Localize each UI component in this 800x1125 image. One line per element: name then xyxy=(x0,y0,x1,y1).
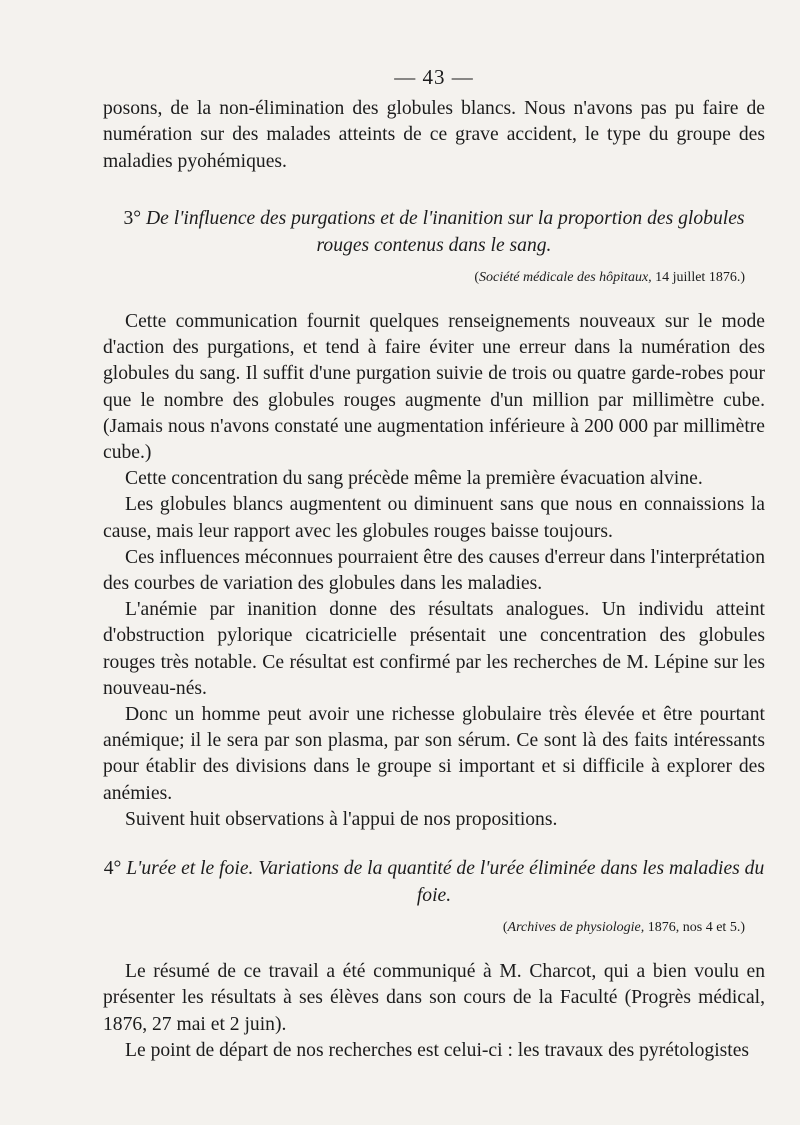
section-4-source-journal: Archives de physiologie, xyxy=(507,920,645,936)
paragraph: Ces influences méconnues pourraient être des causes d'erreur dans l'interprétation des courbes de variation des globules dans les maladies. xyxy=(103,546,765,595)
paragraph: Le point de départ de nos recherches est celui-ci : les travaux des pyrétologistes xyxy=(125,1039,750,1061)
book-page xyxy=(103,64,765,1064)
section-4-heading xyxy=(103,855,765,909)
paragraph: Cette communication fournit quelques renseignements nouveaux sur le mode d'action des purgations, et tend à faire éviter une erreur dans la numération des globules du sang. Il suffit d'une purgation suivie de trois ou quatre garde-robes pour que le nombre des globules rouges augmente d'un million par millimètre cube. (Jamais nous n'avons constaté une augmentation inférieure à 200 000 par millimètre cube.) xyxy=(103,311,765,464)
section-3-number: 3° xyxy=(123,207,142,229)
page-number: — 43 — xyxy=(394,65,474,89)
section-4-number: 4° xyxy=(103,858,122,880)
paragraph: Donc un homme peut avoir une richesse globulaire très élevée et être pourtant anémique; il le sera par son plasma, par son sérum. Ce sont là des faits intéressants pour établir des divisions dans le groupe si important et si difficile à explorer des anémies. xyxy=(103,704,765,804)
paragraph: L'anémie par inanition donne des résultats analogues. Un individu atteint d'obstruction pylorique cicatricielle présentait une concentration des globules rouges très notable. Ce résultat est confirmé par les recherches de M. Lépine sur les nouveau-nés. xyxy=(103,599,765,699)
section-3-source-journal: Société médicale des hôpitaux, xyxy=(479,269,652,285)
section-3-title: De l'influence des purgations et de l'inanition sur la proportion des globules rouges contenus dans le sang. xyxy=(146,207,745,256)
section-3-source-date: 14 juillet 1876. xyxy=(655,269,741,285)
section-4-title: L'urée et le foie. Variations de la quantité de l'urée éliminée dans les maladies du foie. xyxy=(126,858,765,907)
paragraph: Le résumé de ce travail a été communiqué à M. Charcot, qui a bien voulu en présenter les résultats à ses élèves dans son cours de la Faculté (Progrès médical, 1876, 27 mai et 2 juin). xyxy=(103,961,765,1035)
section-3-source: (Société médicale des hôpitaux, 14 juillet 1876.) xyxy=(474,269,745,285)
paragraph: Les globules blancs augmentent ou diminuent sans que nous en connaissions la cause, mais leur rapport avec les globules rouges baisse toujours. xyxy=(103,494,765,542)
opening-paragraph: posons, de la non-élimination des globules blancs. Nous n'avons pas pu faire de numération sur des malades atteints de ce grave accident, le type du groupe des maladies pyohémiques. xyxy=(103,98,765,172)
section-4-source: (Archives de physiologie, 1876, nos 4 et 5.) xyxy=(502,920,745,936)
section-3-heading xyxy=(103,205,765,259)
paragraph: Suivent huit observations à l'appui de nos propositions. xyxy=(125,808,558,830)
paragraph: Cette concentration du sang précède même la première évacuation alvine. xyxy=(125,468,703,490)
section-4-source-date: 1876, nos 4 et 5. xyxy=(647,920,741,936)
